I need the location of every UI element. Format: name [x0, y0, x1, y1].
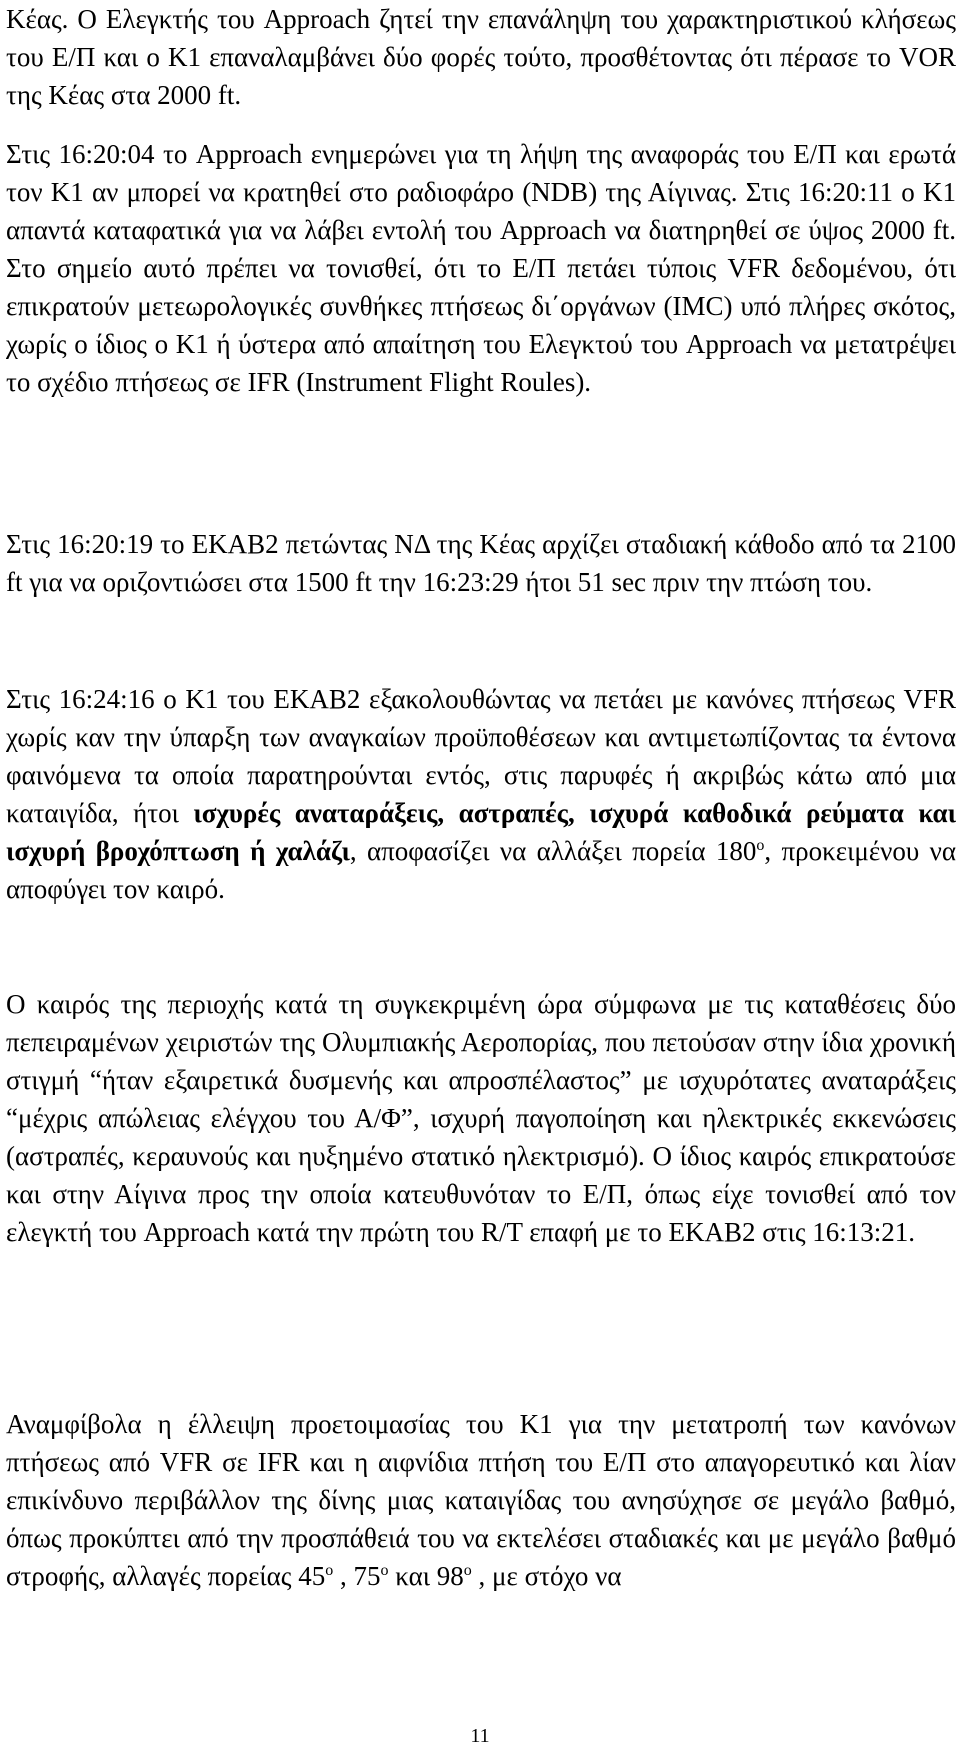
paragraph-4-text-a: Στις 16:24:16 ο Κ1 του ΕΚΑΒ2 εξακολουθώντας να πετάει με κανόνες πτήσεως VFR χωρίς καν την ύπαρξη των αναγκαίων προϋποθέσεων και αντιμετωπίζοντας τα έντονα φαινόμενα τα οποία παρατηρούνται εντός, στις παρυφές ή ακριβώς κάτω από μια καταιγίδα, ήτοι [6, 684, 956, 828]
paragraph-6-text-a: Αναμφίβολα η έλλειψη προετοιμασίας του Κ1 για την μετατροπή των κανόνων πτήσεως από VFR σε IFR και η αιφνίδια πτήση του Ε/Π στο απαγορευτικό και λίαν επικίνδυνο περιβάλλον της δίνης μιας καταιγίδας του ανησύχησε σε μεγάλο βαθμό, όπως προκύπτει από την προσπάθειά του να εκτελέσει σταδιακές και με μεγάλο βαθμό στροφής, αλλαγές πορείας 45 [6, 1409, 956, 1591]
paragraph-6 [6, 1405, 956, 1595]
degree-superscript: ο [756, 837, 765, 854]
paragraph-4-text-b: , αποφασίζει να αλλάξει πορεία 180 [349, 836, 757, 866]
page-number: 11 [470, 1725, 490, 1747]
degree-superscript: ο [463, 1562, 472, 1579]
paragraph-4 [6, 680, 956, 908]
paragraph-3 [6, 525, 956, 601]
paragraph-6-text-d: , με στόχο να [471, 1561, 622, 1591]
paragraph-6-text-c: και 98 [388, 1561, 464, 1591]
paragraph-2-text: Στις 16:20:04 το Approach ενημερώνει για τη λήψη της αναφοράς του Ε/Π και ερωτά τον Κ1 αν μπορεί να κρατηθεί στο ραδιοφάρο (NDB) της Αίγινας. Στις 16:20:11 ο Κ1 απαντά καταφατικά για να λάβει εντολή του Approach να διατηρηθεί σε ύψος 2000 ft. Στο σημείο αυτό πρέπει να τονισθεί, ότι το Ε/Π πετάει τύποις VFR δεδομένου, ότι επικρατούν μετεωρολογικές συνθήκες πτήσεως δι΄οργάνων (IMC) υπό πλήρες σκότος, χωρίς ο ίδιος ο Κ1 ή ύστερα από απαίτηση του Ελεγκτού του Approach να μετατρέψει το σχέδιο πτήσεως σε IFR (Instrument Flight Roules). [6, 139, 956, 397]
degree-superscript: ο [325, 1562, 334, 1579]
paragraph-4-text-c: , προκειμένου να αποφύγει τον καιρό. [6, 836, 956, 904]
degree-superscript: ο [380, 1562, 389, 1579]
paragraph-2 [6, 135, 956, 401]
paragraph-5 [6, 985, 956, 1251]
paragraph-1-text: Κέας. Ο Ελεγκτής του Approach ζητεί την επανάληψη του χαρακτηριστικού κλήσεως του Ε/Π και ο Κ1 επαναλαμβάνει δύο φορές τούτο, προσθέτοντας ότι πέρασε το VOR της Κέας στα 2000 ft. [6, 4, 956, 110]
paragraph-4-bold-hazards: ισχυρές αναταράξεις, αστραπές, ισχυρά καθοδικά ρεύματα και ισχυρή βροχόπτωση ή χαλάζι [6, 798, 956, 866]
paragraph-1 [6, 0, 956, 114]
paragraph-5-text: Ο καιρός της περιοχής κατά τη συγκεκριμένη ώρα σύμφωνα με τις καταθέσεις δύο πεπειραμένων χειριστών της Ολυμπιακής Αεροπορίας, που πετούσαν στην ίδια χρονική στιγμή “ήταν εξαιρετικά δυσμενής και απροσπέλαστος” με ισχυρότατες αναταράξεις “μέχρις απώλειας ελέγχου του Α/Φ”, ισχυρή παγοποίηση και ηλεκτρικές εκκενώσεις (αστραπές, κεραυνούς και ηυξημένο στατικό ηλεκτρισμό). Ο ίδιος καιρός επικρατούσε και στην Αίγινα προς την οποία κατευθυνόταν το Ε/Π, όπως είχε τονισθεί από τον ελεγκτή του Approach κατά την πρώτη του R/T επαφή με το ΕΚΑΒ2 στις 16:13:21. [6, 989, 956, 1247]
paragraph-3-text: Στις 16:20:19 το ΕΚΑΒ2 πετώντας ΝΔ της Κέας αρχίζει σταδιακή κάθοδο από τα 2100 ft για να οριζοντιώσει στα 1500 ft την 16:23:29 ήτοι 51 sec πριν την πτώση του. [6, 529, 956, 597]
paragraph-6-text-b: , 75 [333, 1561, 381, 1591]
